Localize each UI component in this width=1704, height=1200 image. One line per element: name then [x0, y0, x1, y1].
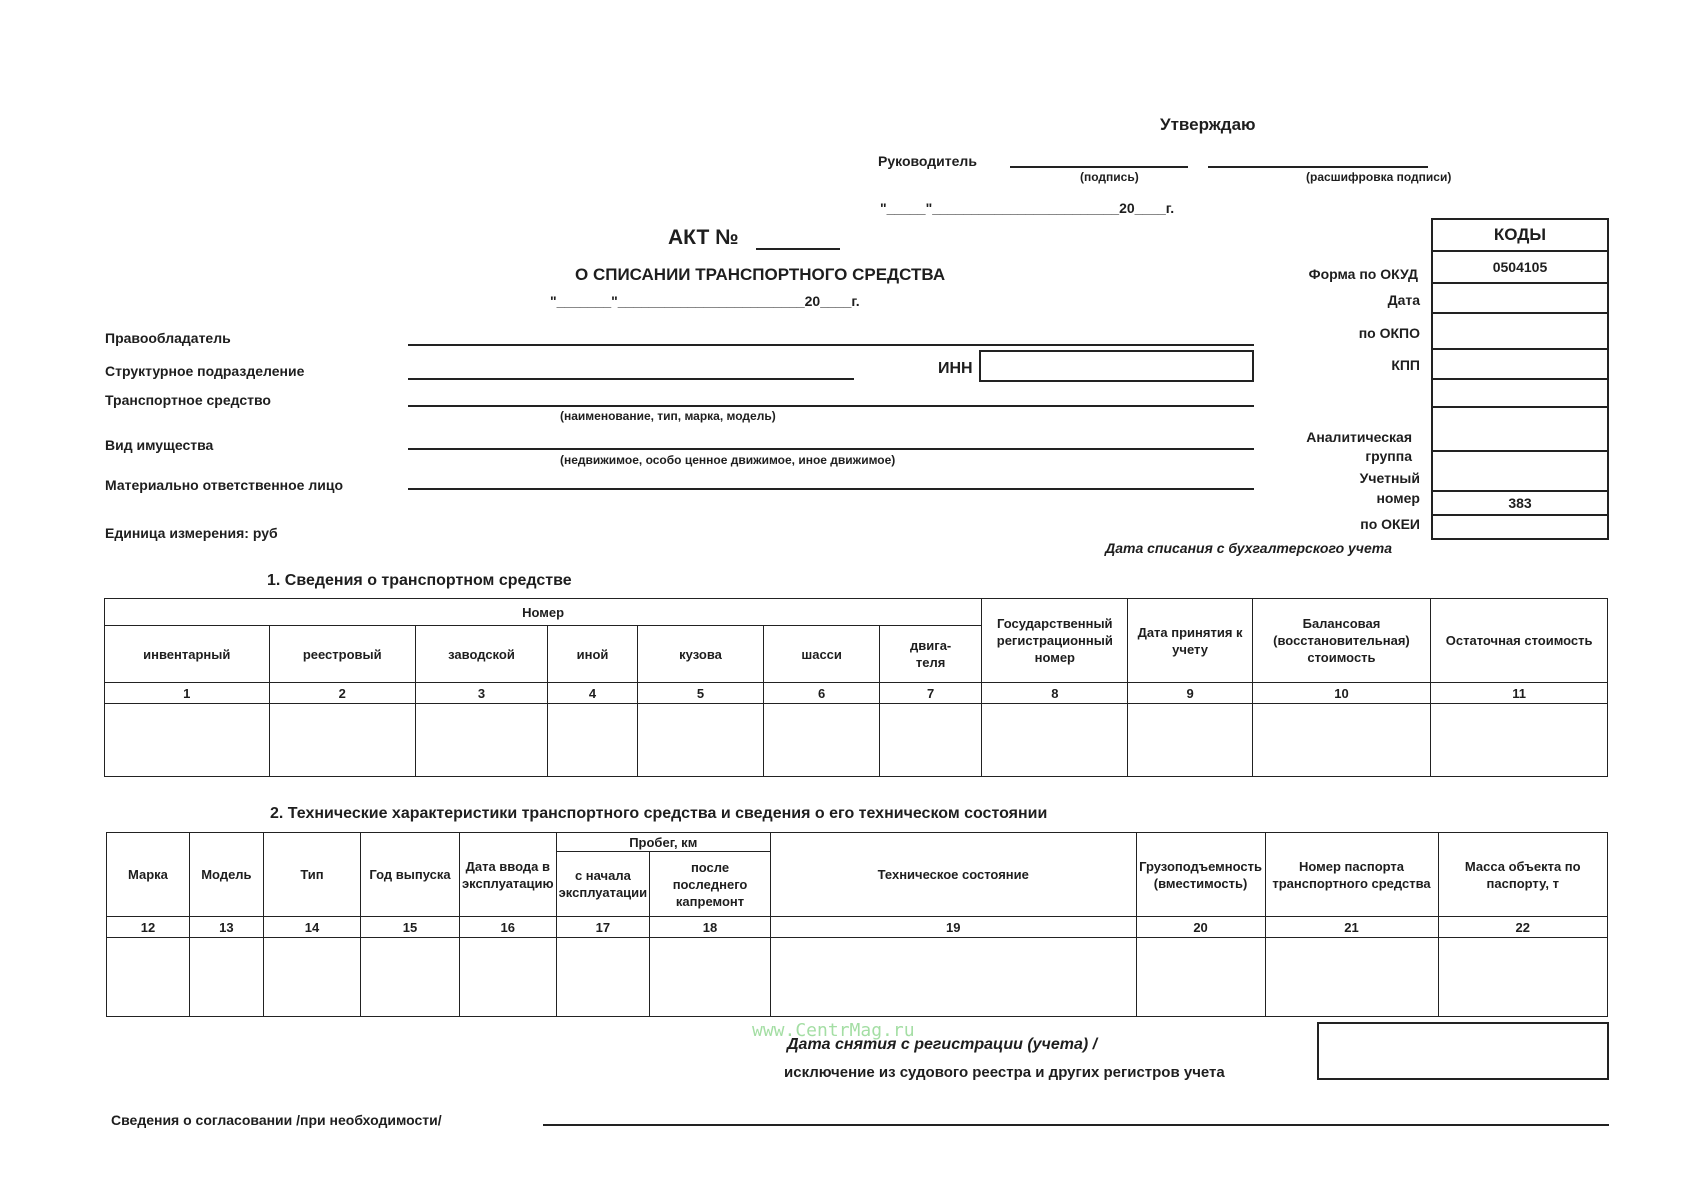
act-subtitle: О СПИСАНИИ ТРАНСПОРТНОГО СРЕДСТВА — [575, 265, 946, 284]
s1-cell[interactable] — [105, 704, 270, 777]
act-title: АКТ № — [668, 226, 739, 249]
s1-num: 8 — [982, 683, 1128, 704]
col-other: иной — [548, 626, 638, 683]
agreement-field[interactable] — [543, 1124, 1609, 1126]
s1-cell[interactable] — [269, 704, 415, 777]
col-mileage-start: с начала эксплуатации — [556, 852, 650, 917]
agreement-label: Сведения о согласовании /при необходимости/ — [111, 1112, 442, 1128]
department-label: Структурное подразделение — [105, 363, 305, 379]
col-body: кузова — [637, 626, 763, 683]
code-label-kpp: КПП — [1391, 357, 1420, 373]
property-type-label: Вид имущества — [105, 437, 214, 453]
mileage-group-header: Пробег, км — [556, 833, 770, 852]
property-type-field[interactable] — [408, 448, 1254, 450]
inn-field[interactable] — [979, 350, 1254, 382]
col-passport-number: Номер паспорта транспортного средства — [1265, 833, 1438, 917]
s2-num: 21 — [1265, 917, 1438, 938]
s1-num: 3 — [415, 683, 547, 704]
code-empty[interactable] — [1432, 379, 1608, 407]
col-inventory: инвентарный — [105, 626, 270, 683]
act-number-line[interactable] — [756, 248, 840, 250]
approval-title: Утверждаю — [1160, 115, 1256, 134]
inn-label: ИНН — [938, 360, 973, 377]
s2-num: 20 — [1136, 917, 1265, 938]
col-brand: Марка — [107, 833, 190, 917]
vehicle-hint: (наименование, тип, марка, модель) — [560, 409, 776, 423]
s2-num: 16 — [459, 917, 556, 938]
code-label-account-number: Учетный номер — [1359, 470, 1420, 506]
watermark-text: www.CentrMag.ru — [752, 1020, 915, 1041]
s2-num: 15 — [361, 917, 460, 938]
code-label-analytic-group: Аналитическая группа — [1306, 429, 1412, 464]
responsible-field[interactable] — [408, 488, 1254, 490]
col-mass: Масса объекта по паспорту, т — [1438, 833, 1607, 917]
code-date[interactable] — [1432, 283, 1608, 313]
s2-num: 22 — [1438, 917, 1607, 938]
code-okud[interactable]: 0504105 — [1432, 251, 1608, 283]
s2-cell[interactable] — [263, 938, 360, 1017]
col-engine: двига- теля — [880, 626, 982, 683]
deregistration-date-field[interactable] — [1317, 1022, 1609, 1080]
s2-num: 18 — [650, 917, 771, 938]
s1-num: 6 — [764, 683, 880, 704]
code-label-okpo: по ОКПО — [1358, 325, 1420, 341]
code-label-okud: Форма по ОКУД — [1308, 266, 1418, 282]
owner-label: Правообладатель — [105, 330, 231, 346]
number-group-header: Номер — [105, 599, 982, 626]
s1-cell[interactable] — [637, 704, 763, 777]
s2-num: 17 — [556, 917, 650, 938]
responsible-label: Материально ответственное лицо — [105, 477, 344, 493]
owner-field[interactable] — [408, 344, 1254, 346]
col-mileage-overhaul: после последнего капремонт — [650, 852, 771, 917]
section2-title: 2. Технические характеристики транспортного средства и сведения о его техническом состоянии — [270, 805, 1048, 822]
s2-cell[interactable] — [189, 938, 263, 1017]
code-kpp[interactable] — [1432, 349, 1608, 379]
s2-cell[interactable] — [770, 938, 1136, 1017]
code-label-date: Дата — [1387, 292, 1420, 308]
s1-cell[interactable] — [1128, 704, 1252, 777]
unit-label: Единица измерения: руб — [105, 525, 278, 541]
col-model: Модель — [189, 833, 263, 917]
s1-cell[interactable] — [1252, 704, 1431, 777]
col-year: Год выпуска — [361, 833, 460, 917]
s2-cell[interactable] — [361, 938, 460, 1017]
col-acceptance-date: Дата принятия к учету — [1128, 599, 1252, 683]
signature-caption: (подпись) — [1080, 170, 1139, 184]
s2-cell[interactable] — [107, 938, 190, 1017]
s1-cell[interactable] — [1431, 704, 1608, 777]
s1-cell[interactable] — [548, 704, 638, 777]
signature-line[interactable] — [1010, 166, 1188, 168]
section1-title: 1. Сведения о транспортном средстве — [267, 572, 572, 589]
col-state-reg-number: Государственный регистрационный номер — [982, 599, 1128, 683]
s2-cell[interactable] — [650, 938, 771, 1017]
col-commission-date: Дата ввода в эксплуатацию — [459, 833, 556, 917]
s1-num: 10 — [1252, 683, 1431, 704]
s2-cell[interactable] — [1136, 938, 1265, 1017]
col-residual-value: Остаточная стоимость — [1431, 599, 1608, 683]
col-registry: реестровый — [269, 626, 415, 683]
code-writeoff-date[interactable] — [1432, 515, 1608, 539]
section2-table — [106, 832, 1608, 1017]
s2-num: 12 — [107, 917, 190, 938]
s2-cell[interactable] — [1438, 938, 1607, 1017]
code-okei[interactable]: 383 — [1432, 491, 1608, 515]
col-tech-state: Техническое состояние — [770, 833, 1136, 917]
codes-header: КОДЫ — [1432, 219, 1608, 251]
decode-line[interactable] — [1208, 166, 1428, 168]
s2-num: 19 — [770, 917, 1136, 938]
s1-num: 4 — [548, 683, 638, 704]
col-capacity: Грузоподъемность (вместимость) — [1136, 833, 1265, 917]
s1-num: 1 — [105, 683, 270, 704]
s1-cell[interactable] — [415, 704, 547, 777]
property-hint: (недвижимое, особо ценное движимое, иное движимое) — [560, 453, 896, 467]
s1-num: 2 — [269, 683, 415, 704]
s1-num: 5 — [637, 683, 763, 704]
s1-cell[interactable] — [982, 704, 1128, 777]
s2-num: 14 — [263, 917, 360, 938]
codes-table — [1431, 218, 1609, 540]
code-account-number[interactable] — [1432, 451, 1608, 491]
s2-num: 13 — [189, 917, 263, 938]
vehicle-field[interactable] — [408, 405, 1254, 407]
s1-num: 9 — [1128, 683, 1252, 704]
col-factory: заводской — [415, 626, 547, 683]
col-balance-value: Балансовая (восстановительная) стоимость — [1252, 599, 1431, 683]
col-chassis: шасси — [764, 626, 880, 683]
s2-cell[interactable] — [556, 938, 650, 1017]
act-date-line[interactable]: "_______"________________________20____г. — [550, 293, 860, 309]
s2-cell[interactable] — [459, 938, 556, 1017]
decode-caption: (расшифровка подписи) — [1306, 170, 1452, 184]
code-label-writeoff-date: Дата списания с бухгалтерского учета — [1105, 540, 1392, 556]
head-label: Руководитель — [878, 153, 977, 169]
deregistration-label-2: исключение из судового реестра и других регистров учета — [784, 1064, 1225, 1081]
s1-cell[interactable] — [880, 704, 982, 777]
approval-date-line[interactable]: "_____"________________________20____г. — [880, 200, 1175, 216]
s1-num: 11 — [1431, 683, 1608, 704]
deregistration-label-1: Дата снятия с регистрации (учета) / — [787, 1036, 1098, 1053]
code-label-okei: по ОКЕИ — [1360, 516, 1420, 532]
department-field[interactable] — [408, 378, 854, 380]
code-analytic-group[interactable] — [1432, 407, 1608, 451]
code-okpo[interactable] — [1432, 313, 1608, 349]
col-type: Тип — [263, 833, 360, 917]
s2-cell[interactable] — [1265, 938, 1438, 1017]
vehicle-label: Транспортное средство — [105, 392, 271, 408]
s1-num: 7 — [880, 683, 982, 704]
section1-table — [104, 598, 1608, 777]
s1-cell[interactable] — [764, 704, 880, 777]
